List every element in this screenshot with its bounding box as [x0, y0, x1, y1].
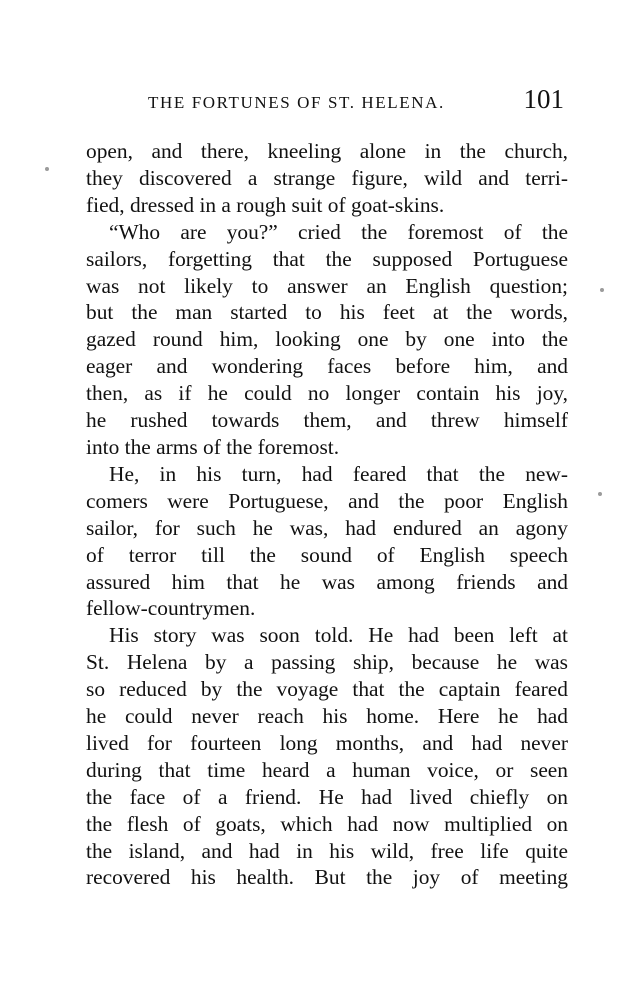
body-text — [86, 138, 568, 891]
print-speck — [600, 288, 604, 292]
text-line: eager and wondering faces before him, and — [86, 354, 568, 379]
page-header — [86, 84, 566, 124]
text-line: “Who are you?” cried the foremost of the — [109, 219, 568, 244]
text-line: was not likely to answer an English question; — [86, 273, 568, 298]
paragraph — [86, 622, 568, 891]
print-speck — [598, 492, 602, 496]
text-line: the flesh of goats, which had now multiplied on — [86, 811, 568, 836]
text-line: of terror till the sound of English speech — [86, 542, 568, 567]
text-line: gazed round him, looking one by one into the — [86, 327, 568, 352]
text-line: he rushed towards them, and threw himself — [86, 408, 568, 433]
text-line: during that time heard a human voice, or seen — [86, 757, 568, 782]
text-line: recovered his health. But the joy of meeting — [86, 865, 568, 890]
text-line: so reduced by the voyage that the captain feared — [86, 677, 568, 702]
text-line: comers were Portuguese, and the poor English — [86, 488, 568, 513]
paragraph — [86, 219, 568, 461]
text-line: lived for fourteen long months, and had never — [86, 730, 568, 755]
text-line: sailors, forgetting that the supposed Portuguese — [86, 246, 568, 271]
text-line: sailor, for such he was, had endured an agony — [86, 515, 568, 540]
text-line: the face of a friend. He had lived chiefly on — [86, 784, 568, 809]
text-line: into the arms of the foremost. — [86, 434, 340, 459]
print-speck — [45, 167, 49, 171]
text-line: St. Helena by a passing ship, because he was — [86, 650, 568, 675]
text-line: His story was soon told. He had been left at — [109, 623, 568, 648]
text-line: fellow-countrymen. — [86, 596, 256, 621]
text-line: assured him that he was among friends and — [86, 569, 568, 594]
text-line: he could never reach his home. Here he had — [86, 704, 568, 729]
text-line: the island, and had in his wild, free life quite — [86, 838, 568, 863]
running-title: THE FORTUNES OF ST. HELENA. — [148, 93, 445, 112]
text-line: He, in his turn, had feared that the new- — [109, 461, 568, 486]
text-line: fied, dressed in a rough suit of goat-skins. — [86, 192, 445, 217]
text-line: open, and there, kneeling alone in the church, — [86, 139, 568, 163]
page-number: 101 — [523, 84, 564, 114]
text-line: but the man started to his feet at the words, — [86, 300, 568, 325]
text-line: then, as if he could no longer contain his joy, — [86, 381, 568, 406]
paragraph — [86, 461, 568, 622]
paragraph — [86, 138, 568, 219]
text-line: they discovered a strange figure, wild and terri- — [86, 165, 568, 190]
